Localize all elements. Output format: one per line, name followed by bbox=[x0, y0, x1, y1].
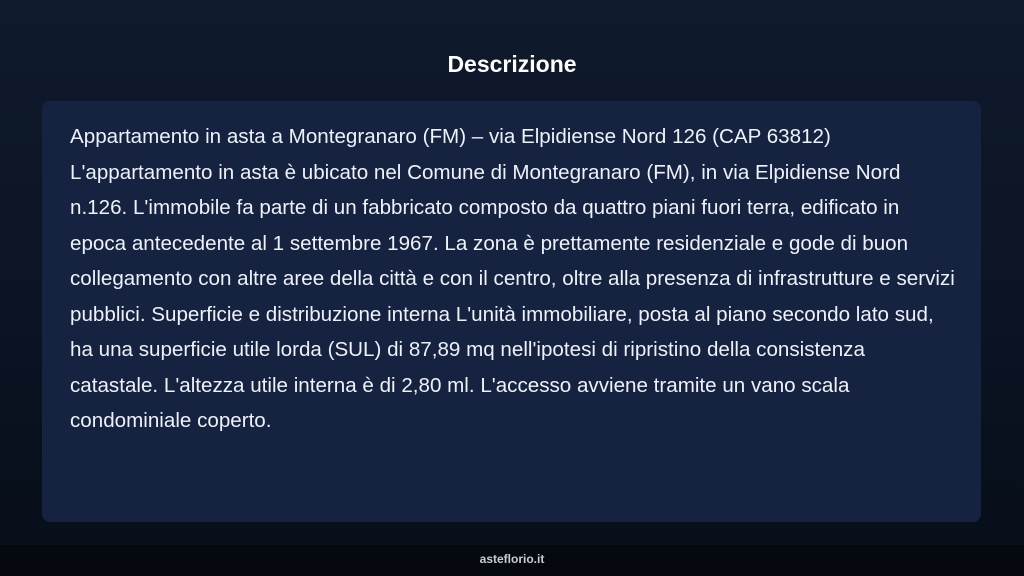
description-card bbox=[42, 101, 981, 522]
page-title: Descrizione bbox=[447, 51, 577, 77]
footer-brand: asteflorio.it bbox=[479, 552, 545, 566]
description-text: Appartamento in asta a Montegranaro (FM) – via Elpidiense Nord 126 (CAP 63812) L'appartamento in asta è ubicato nel Comune di Montegranaro (FM), in via Elpidiense Nord n.126. L'immobile fa parte di un fabbricato composto da quattro piani fuori terra, edificato in epoca antecedente al 1 settembre 1967. La zona è prettamente residenziale e gode di buon collegamento con altre aree della città e con il centro, oltre alla presenza di infrastrutture e servizi pubblici. Superficie e distribuzione interna L'unità immobiliare, posta al piano secondo lato sud, ha una superficie utile lorda (SUL) di 87,89 mq nell'ipotesi di ripristino della consistenza catastale. L'altezza utile interna è di 2,80 ml. L'accesso avviene tramite un vano scala condominiale coperto. bbox=[70, 125, 955, 432]
footer-bar bbox=[0, 545, 1024, 576]
